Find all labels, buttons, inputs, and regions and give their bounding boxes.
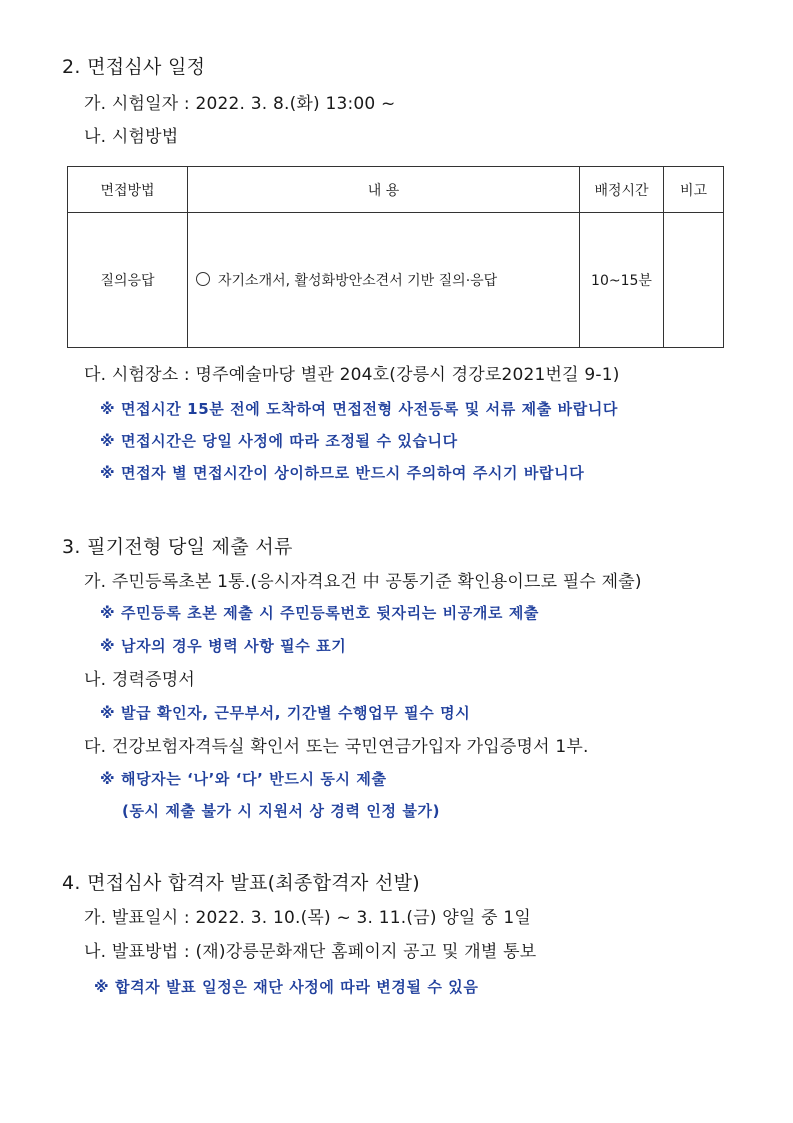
interview-schedule-table [67, 166, 724, 348]
header-content: 내 용 [188, 167, 580, 213]
cell-content-text: 자기소개서, 활성화방안소견서 기반 질의·응답 [218, 273, 498, 289]
cell-note [664, 213, 724, 348]
header-time: 배정시간 [580, 167, 664, 213]
section-3-da-note-sub: (동시 제출 불가 시 지원서 상 경력 인정 불가) [122, 802, 441, 820]
announcement-method: 나. 발표방법 : (재)강릉문화재단 홈페이지 공고 및 개별 통보 [84, 942, 537, 962]
table-row [68, 213, 724, 348]
section-4-note: ※ 합격자 발표 일정은 재단 사정에 따라 변경될 수 있음 [94, 978, 479, 996]
section-2-title: 2. 면접심사 일정 [62, 56, 206, 78]
section-3-da-note: ※ 해당자는 ‘나’와 ‘다’ 반드시 동시 제출 [100, 770, 387, 788]
resident-registration-item: 가. 주민등록초본 1통.(응시자격요건 中 공통기준 확인용이므로 필수 제출) [84, 572, 642, 592]
section-3-title: 3. 필기전형 당일 제출 서류 [62, 536, 293, 558]
table-header-row [68, 167, 724, 213]
section-2-note-1: ※ 면접시간 15분 전에 도착하여 면접전형 사전등록 및 서류 제출 바랍니다 [100, 400, 619, 418]
section-2-note-3: ※ 면접자 별 면접시간이 상이하므로 반드시 주의하여 주시기 바랍니다 [100, 464, 585, 482]
exam-method-heading: 나. 시험방법 [84, 127, 179, 147]
announcement-date: 가. 발표일시 : 2022. 3. 10.(목) ~ 3. 11.(금) 양일 중 1일 [84, 908, 531, 928]
section-3-ga-note-1: ※ 주민등록 초본 제출 시 주민등록번호 뒷자리는 비공개로 제출 [100, 604, 540, 622]
cell-content [188, 213, 580, 348]
header-method: 면접방법 [68, 167, 188, 213]
section-2-note-2: ※ 면접시간은 당일 사정에 따라 조정될 수 있습니다 [100, 432, 458, 450]
exam-date: 가. 시험일자 : 2022. 3. 8.(화) 13:00 ~ [84, 94, 396, 114]
cell-time: 10~15분 [580, 213, 664, 348]
section-3-na-note: ※ 발급 확인자, 근무부서, 기간별 수행업무 필수 명시 [100, 704, 471, 722]
exam-location: 다. 시험장소 : 명주예술마당 별관 204호(강릉시 경강로2021번길 9-1) [84, 365, 620, 385]
insurance-certificate-item: 다. 건강보험자격득실 확인서 또는 국민연금가입자 가입증명서 1부. [84, 737, 589, 757]
career-certificate-item: 나. 경력증명서 [84, 670, 195, 690]
header-note: 비고 [664, 167, 724, 213]
cell-method: 질의응답 [68, 213, 188, 348]
section-3-ga-note-2: ※ 남자의 경우 병력 사항 필수 표기 [100, 637, 347, 655]
section-4-title: 4. 면접심사 합격자 발표(최종합격자 선발) [62, 872, 420, 894]
circle-bullet-icon [196, 272, 210, 286]
